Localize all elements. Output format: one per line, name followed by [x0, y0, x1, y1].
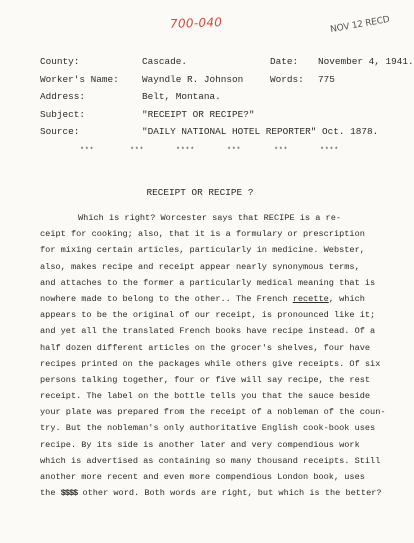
body-line: recipes printed on the packages while others give receipts. Of six	[40, 358, 381, 369]
ornament: ****	[320, 147, 339, 155]
source-label: Source:	[40, 126, 80, 137]
body-text: nowhere made to belong to the other.. The French	[40, 293, 293, 304]
body-line: Which is right? Worcester says that RECIPE is a re-	[78, 213, 342, 223]
body-line: persons talking together, four or five will say recipe, the rest	[40, 374, 371, 385]
date-label: Date:	[270, 56, 299, 67]
body-line: try. But the nobleman's only authoritative English cook-book uses	[40, 423, 376, 434]
ornament: ***	[80, 147, 95, 155]
body-line: and yet all the translated French books have recipe instead. Of a	[40, 326, 376, 337]
words-label: Words:	[270, 73, 304, 85]
ornament-divider	[80, 147, 380, 155]
body-line: your plate was prepared from the receipt of a nobleman of the coun-	[40, 407, 386, 418]
received-date-stamp: NOV 12 RECD	[329, 14, 391, 36]
body-text: other word. Both words are right, but which is the better?	[77, 488, 382, 499]
handwritten-catalog-number: 700-040	[169, 15, 223, 31]
body-line: for mixing certain articles, particularly in medicine. Webster,	[40, 245, 365, 256]
county-label: County:	[40, 56, 80, 67]
body-line: recipe. By its side is another later and very compendious work	[40, 439, 360, 450]
worker-value: Wayndle R. Johnson	[142, 73, 244, 85]
county-value: Cascade.	[142, 56, 188, 67]
body-line	[40, 291, 390, 307]
body-text: , which	[328, 293, 365, 304]
underlined-word: recette	[292, 293, 329, 304]
subject-label: Subject:	[40, 108, 86, 120]
subject-value: "RECEIPT OR RECIPE?"	[142, 108, 255, 120]
words-value: 775	[318, 73, 335, 85]
date-value: November 4, 1941.	[318, 56, 414, 67]
address-value: Belt, Montana.	[142, 91, 221, 102]
body-line: appears to be the original of our receipt, is pronounced like it;	[40, 310, 376, 321]
body-line: receipt. The label on the bottle tells you that the sauce beside	[40, 391, 371, 402]
body-line: also, makes recipe and receipt appear nearly synonymous terms,	[40, 261, 360, 272]
ornament: ***	[274, 147, 289, 155]
source-value: "DAILY NATIONAL HOTEL REPORTER" Oct. 1878.	[142, 126, 379, 137]
article-body	[40, 210, 390, 501]
ornament: ***	[227, 147, 242, 155]
body-line: another more recent and even more compendious London book, uses	[40, 472, 365, 482]
body-line: which is advertised as containing so many thousand receipts. Still	[40, 455, 381, 466]
body-line: ceipt for cooking; also, that it is a formulary or prescription	[40, 229, 365, 240]
body-line: half dozen different articles on the grocer's shelves, four have	[40, 342, 371, 353]
ornament: ***	[130, 147, 145, 155]
body-line	[40, 485, 390, 501]
worker-label: Worker's Name:	[40, 73, 119, 85]
address-label: Address:	[40, 91, 86, 102]
struck-out-text: $$$$	[60, 488, 78, 499]
article-title: RECEIPT OR RECIPE ?	[146, 187, 254, 198]
body-text: the	[40, 488, 61, 499]
body-line: and attaches to the former a particularly medical meaning that is	[40, 277, 376, 288]
ornament: ****	[176, 147, 195, 155]
